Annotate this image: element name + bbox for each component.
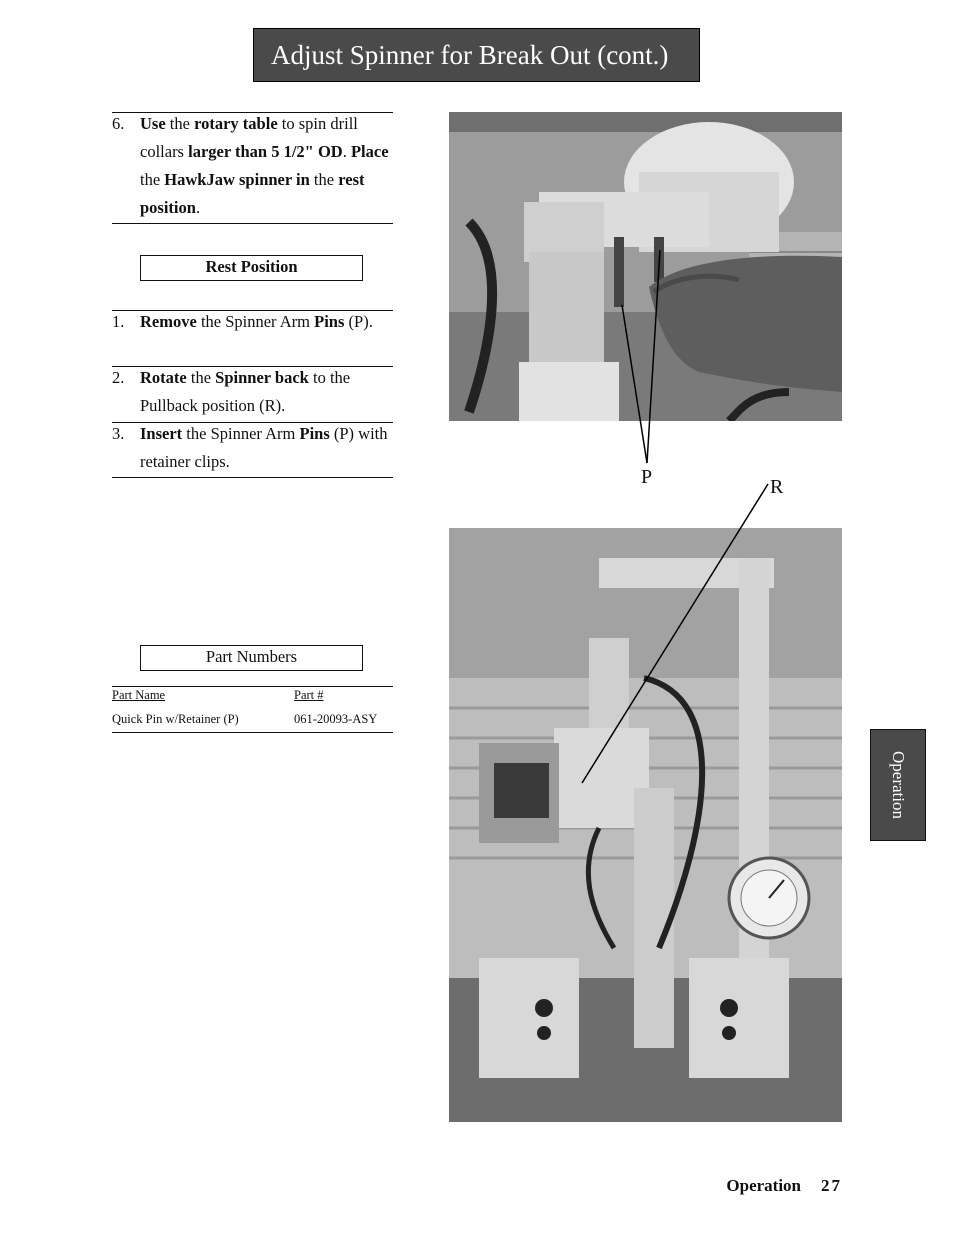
step-number: 3.: [112, 424, 125, 443]
emphasis-text: Pins: [314, 312, 345, 331]
rest-position-label: Rest Position: [140, 255, 363, 281]
column-header-part-name: Part Name: [112, 688, 166, 702]
emphasis-text: larger than 5 1/2" OD: [188, 142, 343, 161]
section-tab-label: Operation: [889, 751, 908, 819]
step-number: 1.: [112, 312, 125, 331]
body-text: (P) with retainer clips.: [140, 424, 388, 471]
emphasis-text: rest position: [140, 170, 365, 217]
body-text: the: [309, 170, 339, 189]
body-text: the: [165, 114, 195, 133]
body-text: .: [342, 142, 351, 161]
body-text: (P).: [344, 312, 373, 331]
body-text: the Spinner Arm: [196, 312, 315, 331]
step-number: 2.: [112, 368, 125, 387]
part-name-cell: Quick Pin w/Retainer (P): [112, 712, 239, 726]
emphasis-text: HawkJaw spinner in: [164, 170, 310, 189]
section-tab: [870, 729, 926, 841]
emphasis-text: Remove: [140, 312, 197, 331]
body-text: the: [140, 170, 165, 189]
emphasis-text: Rotate: [140, 368, 187, 387]
column-header-part-number: Part #: [294, 688, 324, 702]
body-text: the Spinner Arm: [182, 424, 300, 443]
emphasis-text: Use: [140, 114, 166, 133]
step-number: 6.: [112, 114, 125, 133]
callout-r: R: [770, 476, 784, 498]
body-text: .: [195, 198, 201, 217]
page-number: 27: [821, 1176, 842, 1195]
footer-section: Operation: [726, 1176, 801, 1195]
part-number-cell: 061-20093-ASY: [294, 712, 378, 726]
callout-p: P: [641, 466, 653, 488]
body-text: to spin drill collars: [140, 114, 358, 161]
body-text: the: [186, 368, 216, 387]
emphasis-text: rotary table: [194, 114, 278, 133]
part-numbers-label: Part Numbers: [140, 645, 363, 671]
emphasis-text: Insert: [140, 424, 183, 443]
emphasis-text: Spinner back: [215, 368, 309, 387]
page-title: Adjust Spinner for Break Out (cont.): [253, 28, 700, 82]
emphasis-text: Pins: [299, 424, 330, 443]
body-text: to the Pullback position (R).: [140, 368, 351, 415]
page-footer: [726, 1176, 842, 1196]
emphasis-text: Place: [350, 142, 389, 161]
